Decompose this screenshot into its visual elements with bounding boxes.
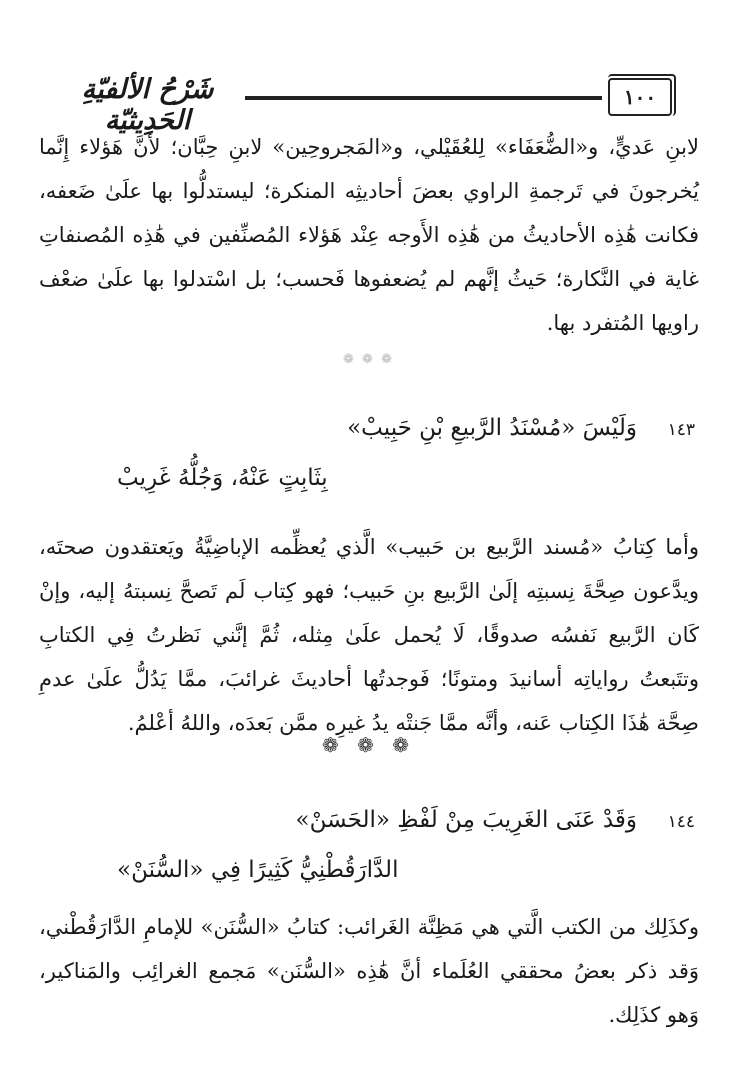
- page-header: [55, 72, 680, 136]
- page-number: ١٠٠: [608, 78, 672, 116]
- separator-ornament-small: ❁ ❁ ❁: [343, 352, 394, 367]
- verse-144: [77, 795, 695, 895]
- paragraph-1: لابنِ عَديٍّ، و«الضُّعَفَاء» لِلعُقَيْلي، و«المَجروحِين» لابنِ حِبَّان؛ لأَنَّ هَؤلاء إِنَّما يُخرجونَ في تَرجمةِ الراوي بعضَ أحاديثِه المنكرة؛ ليستدلُّوا بها علَىٰ ضَعفه، فكانت هَٰذِه الأحاديثُ من هَٰذِه الأَوجه عِنْد هَؤلاء المُصنِّفين في هَٰذِه المُصنفاتِ غاية في النَّكارة؛ حَيثُ إنَّهم لم يُضعفوها فَحسب؛ بل اسْتدلوا بها علَىٰ ضعْف راويها المُتفرد بها.: [39, 135, 699, 335]
- verse-hemistich-2: بِثَابِتٍ عَنْهُ، وَجُلُّهُ غَرِيبْ: [117, 465, 328, 491]
- header-rule: [245, 96, 602, 100]
- verse-hemistich-1: وَقَدْ عَنَى الغَرِيبَ مِنْ لَفْظِ «الحَسَنْ»: [295, 807, 637, 833]
- paragraph-2: وأما كِتابُ «مُسند الرَّبيع بن حَبيب» الَّذي يُعظِّمه الإباضِيَّةُ ويَعتقدون صحتَه، ويدَّعون صِحَّةَ نِسبتِه إلَىٰ الرَّبيع بنِ حَبيب؛ فهو كِتاب لَم تَصحَّ نِسبتهُ إليه، وإنْ كَان الرَّبيع نَفسُه صدوقًا، لَا يُحمل علَىٰ مِثله، ثُمَّ إنَّني نَظرتُ فِي الكتابِ وتتَبعتُ رواياتِه أسانيدَ ومتونًا؛ فَوجدتُها أحاديثَ غرائبَ، ممَّا يَدُلُّ علَىٰ عدمِ صِحَّة هَٰذَا الكِتاب عَنه، وأنَّه ممَّا جَنتْه يدُ غيرِه ممَّن بَعدَه، واللهُ أعْلمُ.: [39, 535, 699, 735]
- verse-hemistich-2: الدَّارَقُطْنِيُّ كَثِيرًا فِي «السُّنَنْ»: [117, 857, 399, 883]
- running-title: شَرْحُ الألفيّةِ الحَدِيثيّة: [81, 74, 214, 136]
- verse-143: [77, 403, 695, 503]
- separator-ornament: ❁ ❁ ❁: [322, 733, 415, 757]
- verse-hemistich-1: وَلَيْسَ «مُسْنَدُ الرَّبيعِ بْنِ حَبِيبْ»: [347, 415, 637, 441]
- verse-number: ١٤٤: [667, 812, 695, 832]
- verse-number: ١٤٣: [667, 420, 695, 440]
- paragraph-3: وكذَلِك من الكتب الَّتي هي مَظِنَّة الغَرائب: كتابُ «السُّنَن» للإمامِ الدَّارَقُطْني، وَقد ذكر بعضُ محققي العُلَماء أنَّ هَٰذِه «السُّنَن» مَجمع الغرائِب والمَناكير، وَهو كذَلِك.: [39, 915, 699, 1027]
